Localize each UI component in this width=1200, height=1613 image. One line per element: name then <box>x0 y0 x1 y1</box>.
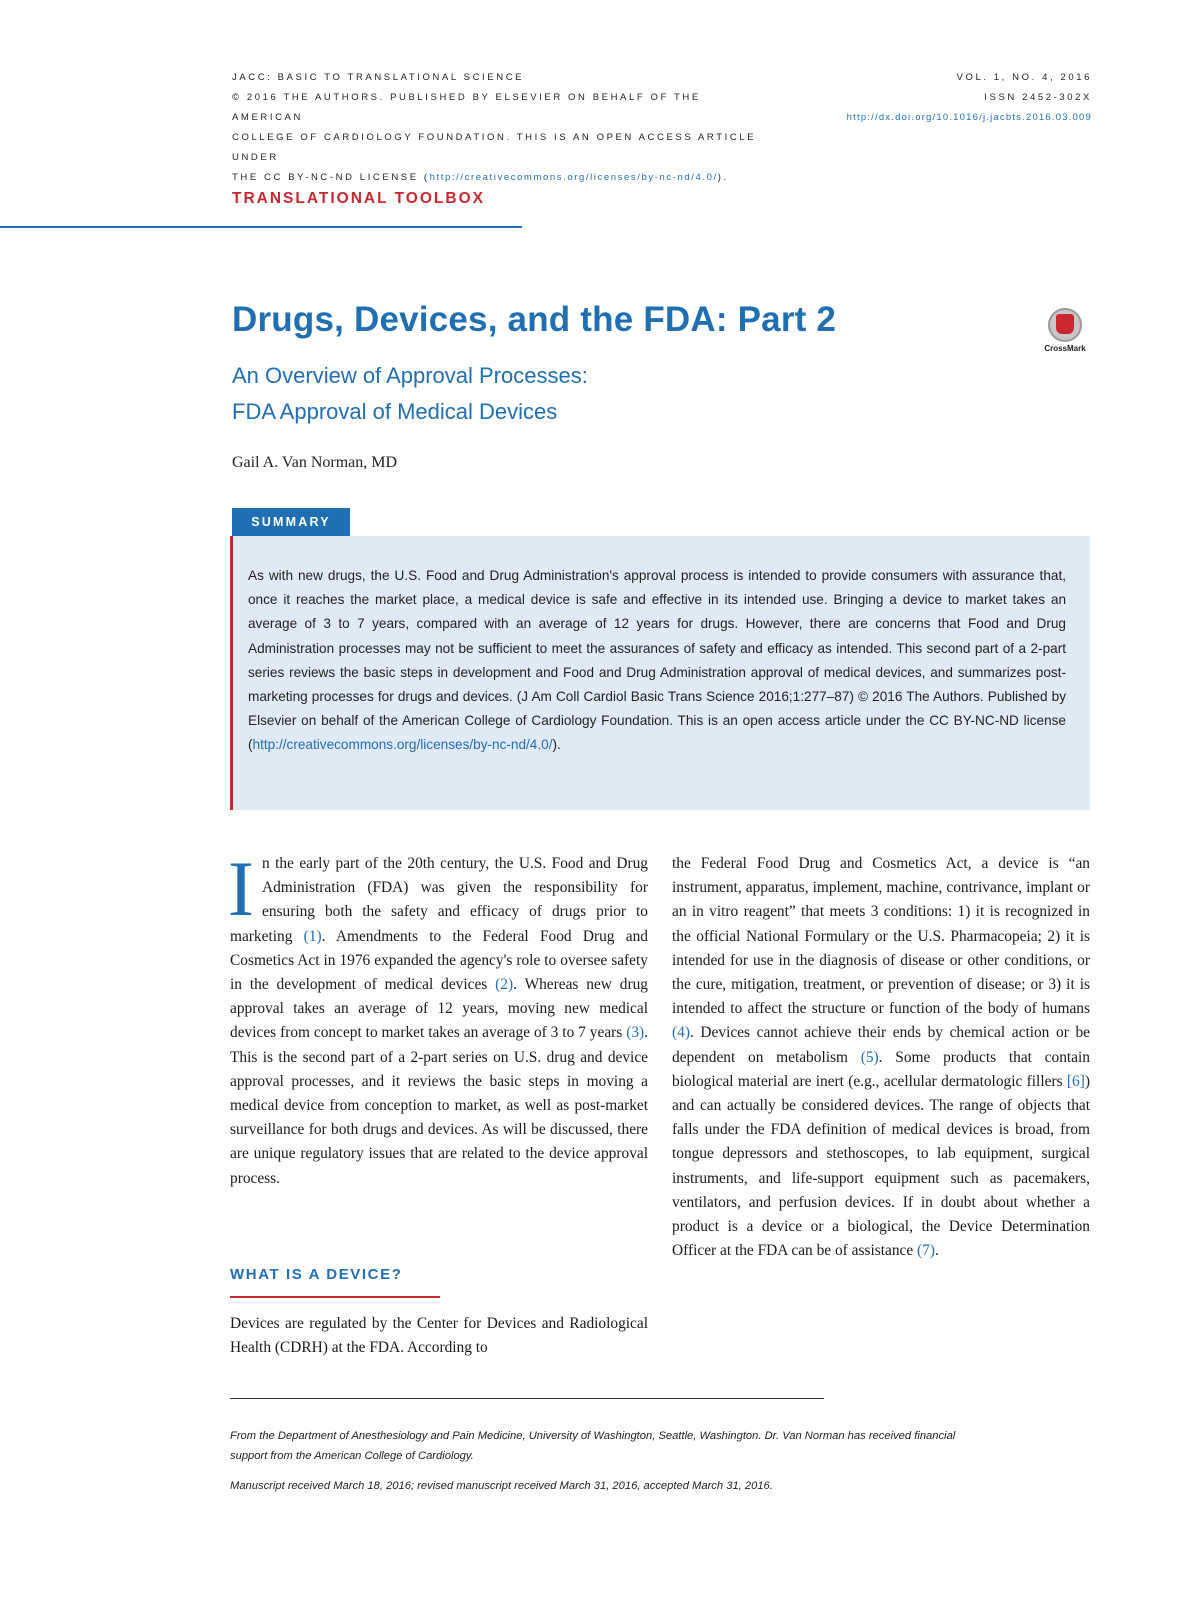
paragraph-text: . Devices cannot achieve their ends by chemical action or be dependent on metabolism <box>672 1024 1090 1066</box>
license-suffix: ). <box>717 172 729 183</box>
summary-body: As with new drugs, the U.S. Food and Drug Administration's approval process is intended to provide consumers with assurance that, once it reaches the market place, a medical device is safe and effective in its intended use. Bringing a device to market takes an average of 3 to 7 years, compared with an average of 12 years for drugs. However, there are concerns that Food and Drug Administration processes may not be sufficient to meet the assurances of safety and efficacy as intended. This second part of a 2-part series reviews the basic steps in development and Food and Drug Administration approval of medical devices, and summarizes post-marketing processes for drugs and devices. <box>248 568 1066 705</box>
doi-link[interactable]: http://dx.doi.org/10.1016/j.jacbts.2016.03.009 <box>846 112 1092 123</box>
copyright-line-1: © 2016 THE AUTHORS. PUBLISHED BY ELSEVIER ON BEHALF OF THE AMERICAN <box>232 92 701 123</box>
license-prefix: THE CC BY-NC-ND LICENSE ( <box>232 172 430 183</box>
paragraph-text: . Whereas new drug approval takes an average of 12 years, moving new medical devices from concept to market takes an average of 3 to 7 years <box>230 976 648 1042</box>
issn: ISSN 2452-302X <box>984 92 1092 103</box>
license-line <box>232 168 772 188</box>
manuscript-dates: Manuscript received March 18, 2016; revised manuscript received March 31, 2016, accepted March 31, 2016. <box>230 1480 773 1492</box>
paragraph-text: . <box>934 1242 939 1260</box>
reference-link-3[interactable]: (3) <box>626 1024 645 1042</box>
reference-link-7[interactable]: (7) <box>917 1242 935 1260</box>
body-column-left-continued: Devices are regulated by the Center for Devices and Radiological Health (CDRH) at the FDA. According to <box>230 1315 648 1357</box>
drop-cap: I <box>228 845 254 932</box>
journal-name: JACC: BASIC TO TRANSLATIONAL SCIENCE <box>232 72 525 83</box>
author-name: Gail A. Van Norman, MD <box>232 454 398 471</box>
license-link[interactable]: http://creativecommons.org/licenses/by-nc-nd/4.0/ <box>429 172 718 183</box>
summary-tab: SUMMARY <box>232 508 350 536</box>
paragraph-text: . Amendments to the Federal Food Drug and Cosmetics Act in 1976 expanded the agency's role to oversee safety in the development of medical devices <box>230 927 648 994</box>
reference-link-5[interactable]: (5) <box>860 1048 879 1066</box>
reference-link-6[interactable]: [6] <box>1066 1072 1085 1090</box>
heading-underline <box>230 1296 440 1298</box>
crossmark-label: CrossMark <box>1044 344 1086 353</box>
summary-citation-end: ). <box>552 737 561 753</box>
summary-license-link[interactable]: http://creativecommons.org/licenses/by-nc-nd/4.0/ <box>252 737 553 753</box>
copyright-line-2: COLLEGE OF CARDIOLOGY FOUNDATION. THIS IS AN OPEN ACCESS ARTICLE UNDER <box>232 132 757 163</box>
body-column-right <box>672 852 1090 1263</box>
body-column-left <box>228 845 648 1191</box>
volume-info: VOL. 1, NO. 4, 2016 <box>956 72 1092 83</box>
section-divider <box>0 226 522 228</box>
crossmark-bookmark-icon <box>1056 314 1074 334</box>
reference-link-1[interactable]: (1) <box>303 927 322 945</box>
paragraph-text: ) and can actually be considered devices. The range of objects that falls under the FDA definition of medical devices is broad, from tongue depressors and stethoscopes, to lab equipment, surgical instruments, and life-support equipment such as pacemakers, ventilators, and perfusion devices. If in doubt about whether a product is a device or a biological, the Device Determination Officer at the FDA can be of assistance <box>672 1072 1090 1260</box>
paragraph-text: . This is the second part of a 2-part series on U.S. drug and device approval processes, and it reviews the basic steps in moving a medical device from conception to market, as well as post-market surveillance for both drugs and devices. As will be discussed, there are unique regulatory issues that are related to the device approval process. <box>230 1024 648 1187</box>
crossmark-badge[interactable] <box>1040 308 1090 358</box>
summary-text <box>248 564 1066 758</box>
subtitle-line-1: An Overview of Approval Processes: <box>232 363 588 388</box>
subtitle-line-2: FDA Approval of Medical Devices <box>232 399 558 424</box>
article-title: Drugs, Devices, and the FDA: Part 2 <box>232 300 837 339</box>
section-heading: WHAT IS A DEVICE? <box>230 1266 403 1283</box>
paragraph-text: . Some products that contain biological material are inert (e.g., acellular dermatologic fillers <box>672 1048 1090 1090</box>
issue-meta <box>732 68 1092 128</box>
footnote-divider <box>230 1398 824 1399</box>
paragraph-text: the Federal Food Drug and Cosmetics Act, a device is “an instrument, apparatus, implement, machine, contrivance, implant or an in vitro reagent” that meets 3 conditions: 1) it is recognized in the official National Formulary or the U.S. Pharmacopeia; 2) it is intended for use in the diagnosis of disease or other conditions, or the cure, mitigation, treatment, or prevention of disease; or 3) it is intended to affect the structure or function of the body of humans <box>672 855 1090 1018</box>
journal-meta <box>232 68 772 188</box>
reference-link-2[interactable]: (2) <box>495 976 514 994</box>
affiliation-footnote: From the Department of Anesthesiology and Pain Medicine, University of Washington, Seattle, Washington. Dr. Van Norman has received financial support from the American College of Cardiology. <box>230 1430 956 1462</box>
paragraph-text: n the early part of the 20th century, the U.S. Food and Drug Administration (FDA) was given the responsibility for ensuring both the safety and efficacy of drugs prior to marketing <box>230 855 648 945</box>
section-label: TRANSLATIONAL TOOLBOX <box>232 190 485 207</box>
summary-citation: (J Am Coll Cardiol Basic Trans Science 2016;1:277–87) © 2016 The Authors. Published by Elsevier on behalf of the American College of Cardiology Foundation. This is an open access article under the CC BY-NC-ND license ( <box>248 689 1066 753</box>
reference-link-4[interactable]: (4) <box>672 1024 690 1042</box>
article-subtitle <box>232 358 588 430</box>
